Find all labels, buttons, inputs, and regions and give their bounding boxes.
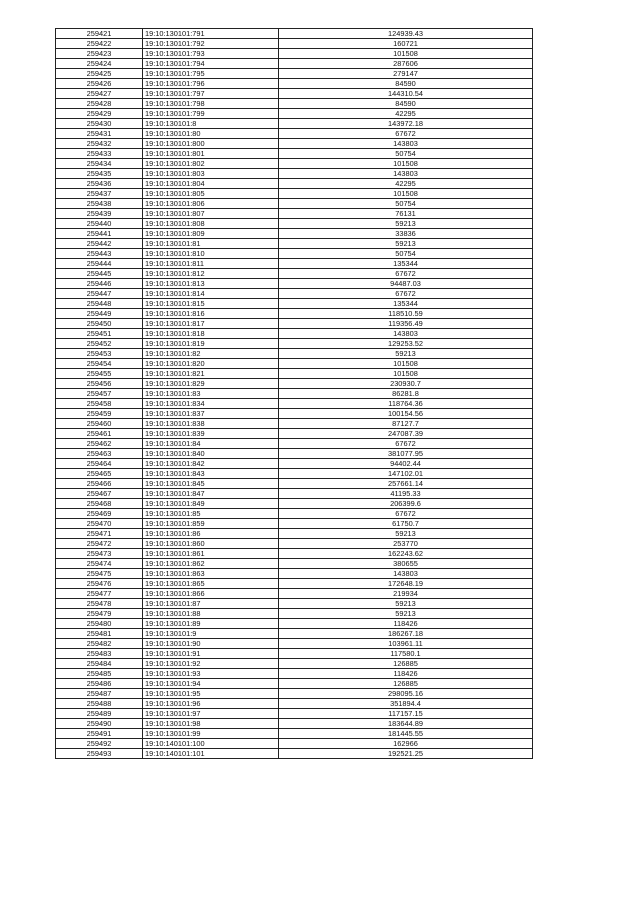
value-cell: 59213 bbox=[279, 349, 533, 359]
cadastral-number-cell: 19:10:130101:802 bbox=[143, 159, 279, 169]
cadastral-number-cell: 19:10:130101:91 bbox=[143, 649, 279, 659]
cadastral-number-cell: 19:10:130101:92 bbox=[143, 659, 279, 669]
data-table bbox=[55, 28, 533, 759]
row-number-cell: 259433 bbox=[56, 149, 143, 159]
row-number-cell: 259491 bbox=[56, 729, 143, 739]
value-cell: 86281.8 bbox=[279, 389, 533, 399]
cadastral-number-cell: 19:10:130101:840 bbox=[143, 449, 279, 459]
row-number-cell: 259444 bbox=[56, 259, 143, 269]
row-number-cell: 259429 bbox=[56, 109, 143, 119]
row-number-cell: 259464 bbox=[56, 459, 143, 469]
table-row bbox=[56, 679, 533, 689]
table-row bbox=[56, 619, 533, 629]
row-number-cell: 259449 bbox=[56, 309, 143, 319]
row-number-cell: 259463 bbox=[56, 449, 143, 459]
value-cell: 61750.7 bbox=[279, 519, 533, 529]
value-cell: 67672 bbox=[279, 509, 533, 519]
table-row bbox=[56, 739, 533, 749]
row-number-cell: 259434 bbox=[56, 159, 143, 169]
table-row bbox=[56, 39, 533, 49]
table-row bbox=[56, 499, 533, 509]
table-row bbox=[56, 229, 533, 239]
row-number-cell: 259443 bbox=[56, 249, 143, 259]
value-cell: 279147 bbox=[279, 69, 533, 79]
value-cell: 50754 bbox=[279, 199, 533, 209]
table-row bbox=[56, 59, 533, 69]
table-row bbox=[56, 449, 533, 459]
cadastral-number-cell: 19:10:130101:811 bbox=[143, 259, 279, 269]
cadastral-number-cell: 19:10:130101:99 bbox=[143, 729, 279, 739]
cadastral-number-cell: 19:10:130101:834 bbox=[143, 399, 279, 409]
table-row bbox=[56, 129, 533, 139]
value-cell: 59213 bbox=[279, 239, 533, 249]
row-number-cell: 259479 bbox=[56, 609, 143, 619]
row-number-cell: 259468 bbox=[56, 499, 143, 509]
table-row bbox=[56, 359, 533, 369]
row-number-cell: 259435 bbox=[56, 169, 143, 179]
table-row bbox=[56, 199, 533, 209]
table-row bbox=[56, 489, 533, 499]
row-number-cell: 259437 bbox=[56, 189, 143, 199]
row-number-cell: 259424 bbox=[56, 59, 143, 69]
table-row bbox=[56, 119, 533, 129]
value-cell: 118764.36 bbox=[279, 399, 533, 409]
table-row bbox=[56, 569, 533, 579]
row-number-cell: 259448 bbox=[56, 299, 143, 309]
row-number-cell: 259467 bbox=[56, 489, 143, 499]
row-number-cell: 259485 bbox=[56, 669, 143, 679]
cadastral-number-cell: 19:10:130101:792 bbox=[143, 39, 279, 49]
cadastral-number-cell: 19:10:130101:84 bbox=[143, 439, 279, 449]
row-number-cell: 259458 bbox=[56, 399, 143, 409]
table-row bbox=[56, 609, 533, 619]
cadastral-number-cell: 19:10:130101:807 bbox=[143, 209, 279, 219]
cadastral-number-cell: 19:10:130101:859 bbox=[143, 519, 279, 529]
cadastral-number-cell: 19:10:130101:805 bbox=[143, 189, 279, 199]
table-row bbox=[56, 349, 533, 359]
row-number-cell: 259484 bbox=[56, 659, 143, 669]
cadastral-number-cell: 19:10:130101:838 bbox=[143, 419, 279, 429]
row-number-cell: 259493 bbox=[56, 749, 143, 759]
table-row bbox=[56, 169, 533, 179]
cadastral-number-cell: 19:10:130101:866 bbox=[143, 589, 279, 599]
cadastral-number-cell: 19:10:130101:80 bbox=[143, 129, 279, 139]
table-row bbox=[56, 209, 533, 219]
row-number-cell: 259455 bbox=[56, 369, 143, 379]
cadastral-number-cell: 19:10:130101:817 bbox=[143, 319, 279, 329]
value-cell: 143803 bbox=[279, 329, 533, 339]
value-cell: 101508 bbox=[279, 49, 533, 59]
row-number-cell: 259465 bbox=[56, 469, 143, 479]
row-number-cell: 259466 bbox=[56, 479, 143, 489]
cadastral-number-cell: 19:10:130101:816 bbox=[143, 309, 279, 319]
table-row bbox=[56, 49, 533, 59]
table-row bbox=[56, 549, 533, 559]
value-cell: 160721 bbox=[279, 39, 533, 49]
table-row bbox=[56, 629, 533, 639]
value-cell: 143803 bbox=[279, 169, 533, 179]
value-cell: 143803 bbox=[279, 569, 533, 579]
row-number-cell: 259436 bbox=[56, 179, 143, 189]
table-row bbox=[56, 649, 533, 659]
value-cell: 162243.62 bbox=[279, 549, 533, 559]
value-cell: 94402.44 bbox=[279, 459, 533, 469]
cadastral-number-cell: 19:10:130101:801 bbox=[143, 149, 279, 159]
table-row bbox=[56, 139, 533, 149]
row-number-cell: 259439 bbox=[56, 209, 143, 219]
cadastral-number-cell: 19:10:130101:89 bbox=[143, 619, 279, 629]
value-cell: 118510.59 bbox=[279, 309, 533, 319]
table-row bbox=[56, 389, 533, 399]
row-number-cell: 259453 bbox=[56, 349, 143, 359]
row-number-cell: 259476 bbox=[56, 579, 143, 589]
table-row bbox=[56, 399, 533, 409]
cadastral-number-cell: 19:10:130101:98 bbox=[143, 719, 279, 729]
table-row bbox=[56, 319, 533, 329]
row-number-cell: 259446 bbox=[56, 279, 143, 289]
table-row bbox=[56, 259, 533, 269]
row-number-cell: 259426 bbox=[56, 79, 143, 89]
table-row bbox=[56, 329, 533, 339]
table-row bbox=[56, 419, 533, 429]
cadastral-number-cell: 19:10:130101:842 bbox=[143, 459, 279, 469]
cadastral-number-cell: 19:10:130101:829 bbox=[143, 379, 279, 389]
value-cell: 50754 bbox=[279, 149, 533, 159]
value-cell: 206399.6 bbox=[279, 499, 533, 509]
table-row bbox=[56, 309, 533, 319]
row-number-cell: 259456 bbox=[56, 379, 143, 389]
row-number-cell: 259475 bbox=[56, 569, 143, 579]
cadastral-number-cell: 19:10:130101:847 bbox=[143, 489, 279, 499]
table-row bbox=[56, 239, 533, 249]
cadastral-number-cell: 19:10:130101:97 bbox=[143, 709, 279, 719]
table-row bbox=[56, 459, 533, 469]
table-row bbox=[56, 29, 533, 39]
row-number-cell: 259457 bbox=[56, 389, 143, 399]
value-cell: 143972.18 bbox=[279, 119, 533, 129]
table-row bbox=[56, 409, 533, 419]
value-cell: 183644.89 bbox=[279, 719, 533, 729]
value-cell: 380655 bbox=[279, 559, 533, 569]
cadastral-number-cell: 19:10:130101:9 bbox=[143, 629, 279, 639]
value-cell: 59213 bbox=[279, 609, 533, 619]
value-cell: 186267.18 bbox=[279, 629, 533, 639]
row-number-cell: 259454 bbox=[56, 359, 143, 369]
table-row bbox=[56, 159, 533, 169]
table-row bbox=[56, 509, 533, 519]
cadastral-number-cell: 19:10:140101:100 bbox=[143, 739, 279, 749]
value-cell: 59213 bbox=[279, 529, 533, 539]
table-row bbox=[56, 429, 533, 439]
row-number-cell: 259427 bbox=[56, 89, 143, 99]
cadastral-number-cell: 19:10:130101:793 bbox=[143, 49, 279, 59]
cadastral-number-cell: 19:10:130101:845 bbox=[143, 479, 279, 489]
cadastral-number-cell: 19:10:130101:798 bbox=[143, 99, 279, 109]
row-number-cell: 259423 bbox=[56, 49, 143, 59]
table-row bbox=[56, 289, 533, 299]
cadastral-number-cell: 19:10:130101:81 bbox=[143, 239, 279, 249]
row-number-cell: 259447 bbox=[56, 289, 143, 299]
cadastral-number-cell: 19:10:130101:818 bbox=[143, 329, 279, 339]
table-row bbox=[56, 749, 533, 759]
table-row bbox=[56, 79, 533, 89]
value-cell: 67672 bbox=[279, 289, 533, 299]
table-row bbox=[56, 559, 533, 569]
row-number-cell: 259471 bbox=[56, 529, 143, 539]
row-number-cell: 259459 bbox=[56, 409, 143, 419]
cadastral-number-cell: 19:10:130101:820 bbox=[143, 359, 279, 369]
value-cell: 381077.95 bbox=[279, 449, 533, 459]
table-row bbox=[56, 709, 533, 719]
cadastral-number-cell: 19:10:130101:812 bbox=[143, 269, 279, 279]
value-cell: 135344 bbox=[279, 259, 533, 269]
row-number-cell: 259482 bbox=[56, 639, 143, 649]
row-number-cell: 259445 bbox=[56, 269, 143, 279]
row-number-cell: 259460 bbox=[56, 419, 143, 429]
value-cell: 247087.39 bbox=[279, 429, 533, 439]
cadastral-number-cell: 19:10:130101:815 bbox=[143, 299, 279, 309]
cadastral-number-cell: 19:10:130101:863 bbox=[143, 569, 279, 579]
table-row bbox=[56, 659, 533, 669]
table-body bbox=[56, 29, 533, 759]
value-cell: 172648.19 bbox=[279, 579, 533, 589]
value-cell: 67672 bbox=[279, 129, 533, 139]
row-number-cell: 259490 bbox=[56, 719, 143, 729]
cadastral-number-cell: 19:10:130101:87 bbox=[143, 599, 279, 609]
cadastral-number-cell: 19:10:130101:90 bbox=[143, 639, 279, 649]
cadastral-number-cell: 19:10:130101:797 bbox=[143, 89, 279, 99]
cadastral-number-cell: 19:10:130101:799 bbox=[143, 109, 279, 119]
value-cell: 118426 bbox=[279, 619, 533, 629]
cadastral-number-cell: 19:10:130101:795 bbox=[143, 69, 279, 79]
table-row bbox=[56, 299, 533, 309]
cadastral-number-cell: 19:10:130101:813 bbox=[143, 279, 279, 289]
value-cell: 76131 bbox=[279, 209, 533, 219]
cadastral-number-cell: 19:10:130101:85 bbox=[143, 509, 279, 519]
row-number-cell: 259474 bbox=[56, 559, 143, 569]
table-row bbox=[56, 589, 533, 599]
table-row bbox=[56, 469, 533, 479]
row-number-cell: 259477 bbox=[56, 589, 143, 599]
cadastral-number-cell: 19:10:130101:8 bbox=[143, 119, 279, 129]
row-number-cell: 259440 bbox=[56, 219, 143, 229]
value-cell: 101508 bbox=[279, 359, 533, 369]
value-cell: 117580.1 bbox=[279, 649, 533, 659]
cadastral-number-cell: 19:10:130101:819 bbox=[143, 339, 279, 349]
value-cell: 94487.03 bbox=[279, 279, 533, 289]
table-row bbox=[56, 599, 533, 609]
value-cell: 124939.43 bbox=[279, 29, 533, 39]
cadastral-number-cell: 19:10:130101:86 bbox=[143, 529, 279, 539]
table-row bbox=[56, 99, 533, 109]
row-number-cell: 259492 bbox=[56, 739, 143, 749]
table-row bbox=[56, 219, 533, 229]
cadastral-number-cell: 19:10:130101:808 bbox=[143, 219, 279, 229]
table-row bbox=[56, 249, 533, 259]
row-number-cell: 259478 bbox=[56, 599, 143, 609]
row-number-cell: 259441 bbox=[56, 229, 143, 239]
value-cell: 192521.25 bbox=[279, 749, 533, 759]
value-cell: 84590 bbox=[279, 99, 533, 109]
table-row bbox=[56, 529, 533, 539]
row-number-cell: 259473 bbox=[56, 549, 143, 559]
table-row bbox=[56, 89, 533, 99]
cadastral-number-cell: 19:10:130101:82 bbox=[143, 349, 279, 359]
value-cell: 101508 bbox=[279, 159, 533, 169]
cadastral-number-cell: 19:10:130101:791 bbox=[143, 29, 279, 39]
cadastral-number-cell: 19:10:130101:809 bbox=[143, 229, 279, 239]
value-cell: 117157.15 bbox=[279, 709, 533, 719]
value-cell: 33836 bbox=[279, 229, 533, 239]
value-cell: 87127.7 bbox=[279, 419, 533, 429]
row-number-cell: 259452 bbox=[56, 339, 143, 349]
cadastral-number-cell: 19:10:130101:95 bbox=[143, 689, 279, 699]
table-row bbox=[56, 669, 533, 679]
value-cell: 59213 bbox=[279, 219, 533, 229]
row-number-cell: 259422 bbox=[56, 39, 143, 49]
value-cell: 42295 bbox=[279, 179, 533, 189]
value-cell: 101508 bbox=[279, 189, 533, 199]
value-cell: 84590 bbox=[279, 79, 533, 89]
value-cell: 41195.33 bbox=[279, 489, 533, 499]
row-number-cell: 259486 bbox=[56, 679, 143, 689]
table-row bbox=[56, 189, 533, 199]
table-row bbox=[56, 109, 533, 119]
cadastral-number-cell: 19:10:130101:821 bbox=[143, 369, 279, 379]
table-row bbox=[56, 339, 533, 349]
cadastral-number-cell: 19:10:130101:862 bbox=[143, 559, 279, 569]
table-row bbox=[56, 179, 533, 189]
value-cell: 144310.54 bbox=[279, 89, 533, 99]
cadastral-number-cell: 19:10:130101:806 bbox=[143, 199, 279, 209]
cadastral-number-cell: 19:10:130101:93 bbox=[143, 669, 279, 679]
value-cell: 135344 bbox=[279, 299, 533, 309]
row-number-cell: 259487 bbox=[56, 689, 143, 699]
row-number-cell: 259480 bbox=[56, 619, 143, 629]
cadastral-number-cell: 19:10:130101:83 bbox=[143, 389, 279, 399]
row-number-cell: 259470 bbox=[56, 519, 143, 529]
cadastral-number-cell: 19:10:130101:96 bbox=[143, 699, 279, 709]
table-row bbox=[56, 369, 533, 379]
value-cell: 351894.4 bbox=[279, 699, 533, 709]
value-cell: 181445.55 bbox=[279, 729, 533, 739]
row-number-cell: 259425 bbox=[56, 69, 143, 79]
cadastral-number-cell: 19:10:130101:837 bbox=[143, 409, 279, 419]
value-cell: 101508 bbox=[279, 369, 533, 379]
cadastral-number-cell: 19:10:130101:814 bbox=[143, 289, 279, 299]
cadastral-number-cell: 19:10:130101:794 bbox=[143, 59, 279, 69]
table-row bbox=[56, 719, 533, 729]
row-number-cell: 259462 bbox=[56, 439, 143, 449]
table-row bbox=[56, 519, 533, 529]
table-row bbox=[56, 699, 533, 709]
cadastral-number-cell: 19:10:130101:865 bbox=[143, 579, 279, 589]
value-cell: 126885 bbox=[279, 679, 533, 689]
value-cell: 67672 bbox=[279, 269, 533, 279]
table-row bbox=[56, 479, 533, 489]
row-number-cell: 259450 bbox=[56, 319, 143, 329]
row-number-cell: 259472 bbox=[56, 539, 143, 549]
value-cell: 129253.52 bbox=[279, 339, 533, 349]
value-cell: 103961.11 bbox=[279, 639, 533, 649]
cadastral-number-cell: 19:10:130101:94 bbox=[143, 679, 279, 689]
row-number-cell: 259488 bbox=[56, 699, 143, 709]
value-cell: 287606 bbox=[279, 59, 533, 69]
cadastral-number-cell: 19:10:130101:860 bbox=[143, 539, 279, 549]
table-row bbox=[56, 269, 533, 279]
row-number-cell: 259430 bbox=[56, 119, 143, 129]
value-cell: 298095.16 bbox=[279, 689, 533, 699]
value-cell: 162966 bbox=[279, 739, 533, 749]
cadastral-number-cell: 19:10:140101:101 bbox=[143, 749, 279, 759]
row-number-cell: 259438 bbox=[56, 199, 143, 209]
value-cell: 42295 bbox=[279, 109, 533, 119]
table-row bbox=[56, 279, 533, 289]
value-cell: 143803 bbox=[279, 139, 533, 149]
value-cell: 257661.14 bbox=[279, 479, 533, 489]
value-cell: 119356.49 bbox=[279, 319, 533, 329]
cadastral-number-cell: 19:10:130101:803 bbox=[143, 169, 279, 179]
value-cell: 59213 bbox=[279, 599, 533, 609]
cadastral-number-cell: 19:10:130101:843 bbox=[143, 469, 279, 479]
row-number-cell: 259442 bbox=[56, 239, 143, 249]
cadastral-number-cell: 19:10:130101:796 bbox=[143, 79, 279, 89]
cadastral-number-cell: 19:10:130101:849 bbox=[143, 499, 279, 509]
table-row bbox=[56, 539, 533, 549]
cadastral-number-cell: 19:10:130101:800 bbox=[143, 139, 279, 149]
table-row bbox=[56, 149, 533, 159]
row-number-cell: 259428 bbox=[56, 99, 143, 109]
cadastral-number-cell: 19:10:130101:839 bbox=[143, 429, 279, 439]
table-row bbox=[56, 689, 533, 699]
value-cell: 219934 bbox=[279, 589, 533, 599]
value-cell: 230930.7 bbox=[279, 379, 533, 389]
value-cell: 100154.56 bbox=[279, 409, 533, 419]
cadastral-number-cell: 19:10:130101:88 bbox=[143, 609, 279, 619]
value-cell: 126885 bbox=[279, 659, 533, 669]
row-number-cell: 259481 bbox=[56, 629, 143, 639]
table-row bbox=[56, 379, 533, 389]
row-number-cell: 259483 bbox=[56, 649, 143, 659]
value-cell: 253770 bbox=[279, 539, 533, 549]
value-cell: 147102.01 bbox=[279, 469, 533, 479]
table-row bbox=[56, 729, 533, 739]
table-row bbox=[56, 639, 533, 649]
cadastral-number-cell: 19:10:130101:810 bbox=[143, 249, 279, 259]
table-row bbox=[56, 439, 533, 449]
row-number-cell: 259461 bbox=[56, 429, 143, 439]
cadastral-number-cell: 19:10:130101:804 bbox=[143, 179, 279, 189]
row-number-cell: 259431 bbox=[56, 129, 143, 139]
value-cell: 50754 bbox=[279, 249, 533, 259]
value-cell: 118426 bbox=[279, 669, 533, 679]
row-number-cell: 259489 bbox=[56, 709, 143, 719]
table-row bbox=[56, 69, 533, 79]
row-number-cell: 259432 bbox=[56, 139, 143, 149]
cadastral-number-cell: 19:10:130101:861 bbox=[143, 549, 279, 559]
row-number-cell: 259451 bbox=[56, 329, 143, 339]
value-cell: 67672 bbox=[279, 439, 533, 449]
row-number-cell: 259421 bbox=[56, 29, 143, 39]
table-row bbox=[56, 579, 533, 589]
row-number-cell: 259469 bbox=[56, 509, 143, 519]
